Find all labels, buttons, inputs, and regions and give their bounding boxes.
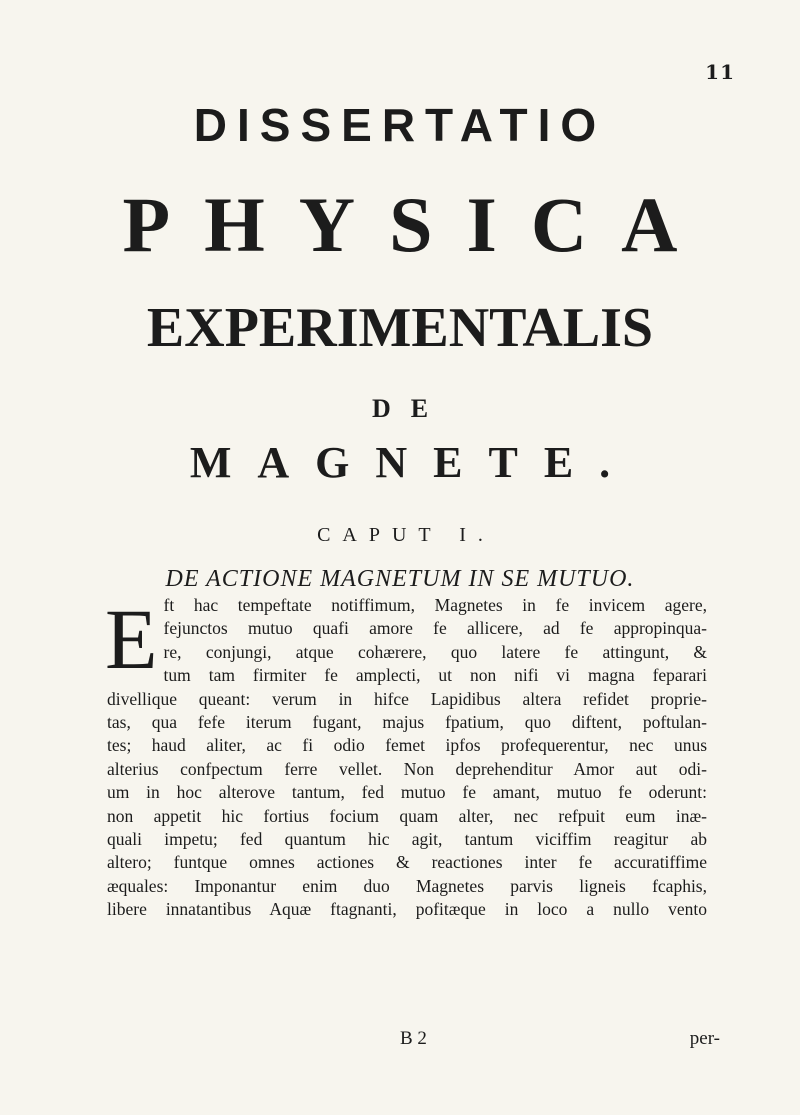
title-line-de: DE bbox=[371, 394, 449, 423]
text-line: altero; funtque omnes actiones & reactiones inter fe accuratiffime bbox=[107, 852, 707, 873]
page-number: 11 bbox=[705, 60, 735, 84]
title-line-magnete: MAGNETE. bbox=[189, 438, 637, 487]
text-line: fejunctos mutuo quafi amore fe allicere, ad fe appropinqua- bbox=[163, 618, 707, 639]
text-line: divellique queant: verum in hifce Lapidibus altera refidet proprie- bbox=[107, 688, 707, 709]
text-line: tes; haud aliter, ac fi odio femet ipfos profequerentur, nec unus bbox=[107, 735, 707, 756]
title-line-physica: PHYSICA bbox=[122, 181, 712, 268]
text-line: alterius confpectum ferre vellet. Non deprehenditur Amor aut odi- bbox=[107, 758, 707, 779]
title-line-dissertatio: DISSERTATIO bbox=[193, 99, 607, 151]
text-line: tum tam firmiter fe amplecti, ut non nifi vi magna feparari bbox=[163, 665, 707, 686]
text-line: æquales: Imponantur enim duo Magnetes parvis ligneis fcaphis, bbox=[107, 875, 707, 896]
body-text bbox=[107, 592, 707, 922]
text-line: re, conjungi, atque cohærere, quo latere fe attingunt, & bbox=[163, 641, 707, 662]
chapter-heading: CAPUT I. bbox=[317, 524, 495, 546]
catchword: per- bbox=[689, 1028, 720, 1049]
text-line: um in hoc alterove tantum, fed mutuo fe amant, mutuo fe oderunt: bbox=[107, 782, 707, 803]
text-line: ft hac tempeftate notiffimum, Magnetes in fe invicem agere, bbox=[163, 595, 707, 615]
drop-cap: E bbox=[105, 591, 158, 687]
text-line: non appetit hic fortius focium quam alter, nec refpuit eum inæ- bbox=[107, 805, 707, 826]
text-line: tas, qua fefe iterum fugant, majus fpatium, quo diftent, poftulan- bbox=[107, 712, 707, 733]
text-line: libere innatantibus Aquæ ftagnanti, pofitæque in loco a nullo vento bbox=[107, 899, 707, 920]
title-line-experimentalis: EXPERIMENTALIS bbox=[146, 297, 654, 359]
signature-mark: B 2 bbox=[400, 1028, 427, 1049]
chapter-title: DE ACTIONE MAGNETUM IN SE MUTUO. bbox=[165, 566, 635, 592]
text-line: quali impetu; fed quantum hic agit, tantum viciffim reagitur ab bbox=[107, 829, 707, 850]
